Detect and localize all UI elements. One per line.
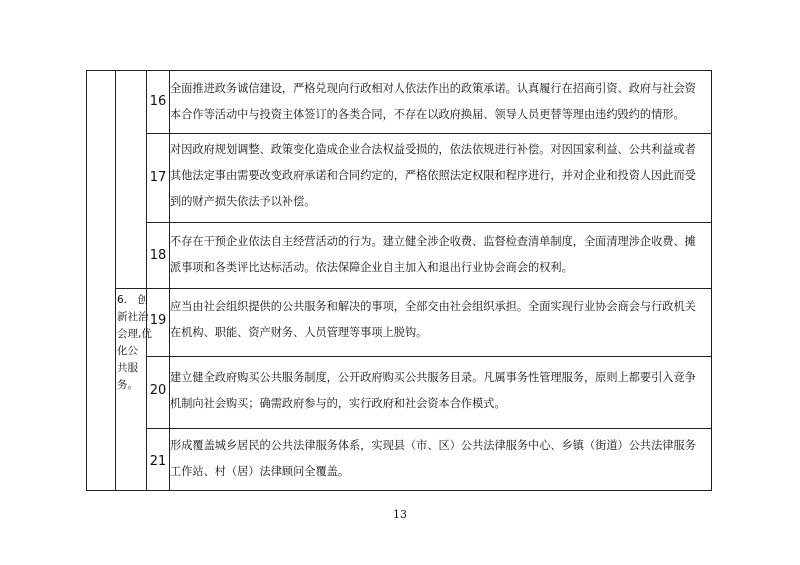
row-number: 18 xyxy=(149,248,167,263)
row-number: 21 xyxy=(149,454,167,469)
row-divider xyxy=(146,222,712,223)
row-number: 19 xyxy=(149,313,167,328)
row-content xyxy=(170,294,710,346)
row-text-line: 形成覆盖城乡居民的公共法律服务体系，实现县（市、区）公共法律服务中心、乡镇（街道）公共法律服务 xyxy=(170,439,696,452)
category-line: 会理,优 xyxy=(117,328,152,340)
row-text-line: 其他法定事由需要改变政府承诺和合同约定的，严格依照法定权限和程序进行，并对企业和投资人因此而受 xyxy=(170,169,696,182)
row-text-line: 在机构、职能、资产财务、人员管理等事项上脱钩。 xyxy=(170,326,428,339)
category-line: 务。 xyxy=(117,379,138,391)
row-divider xyxy=(146,133,712,134)
row-content xyxy=(170,365,710,417)
row-number: 20 xyxy=(149,383,167,398)
row-text-line: 对因政府规划调整、政策变化造成企业合法权益受损的，依法依规进行补偿。对因国家利益、公共利益或者 xyxy=(170,143,696,156)
category-cell xyxy=(117,292,152,394)
category-line: 化公 xyxy=(117,345,138,357)
row-text-line: 不存在干预企业依法自主经营活动的行为。建立健全涉企收费、监督检查清单制度，全面清理涉企收费、摊 xyxy=(170,235,696,248)
row-text-line: 建立健全政府购买公共服务制度，公开政府购买公共服务目录。凡属事务性管理服务，原则上都要引入竞争 xyxy=(170,371,696,384)
row-divider xyxy=(146,356,712,357)
row-text-line: 全面推进政务诚信建设，严格兑现向行政相对人依法作出的政策承诺。认真履行在招商引资、政府与社会资 xyxy=(170,82,696,95)
table-border-left xyxy=(86,70,87,491)
page-number: 13 xyxy=(393,508,407,521)
row-content xyxy=(170,76,710,128)
table-divider-column-1 xyxy=(115,70,116,491)
section-divider xyxy=(115,288,712,289)
category-line: 共服 xyxy=(117,362,138,374)
row-text-line: 本合作等活动中与投资主体签订的各类合同，不存在以政府换届、领导人员更替等理由违约毁约的情形。 xyxy=(170,108,685,121)
category-line: 6. 创 xyxy=(117,294,149,306)
row-text-line: 应当由社会组织提供的公共服务和解决的事项，全部交由社会组织承担。全面实现行业协会商会与行政机关 xyxy=(170,300,696,313)
table-border-top xyxy=(86,70,712,71)
row-text-line: 机制向社会购买；确需政府参与的，实行政府和社会资本合作模式。 xyxy=(170,397,506,410)
category-line: 新社治 xyxy=(117,311,149,323)
row-content xyxy=(170,137,710,215)
row-text-line: 派事项和各类评比达标活动。依法保障企业自主加入和退出行业协会商会的权利。 xyxy=(170,261,573,274)
row-number: 17 xyxy=(149,170,167,185)
row-content xyxy=(170,433,710,485)
row-text-line: 到的财产损失依法予以补偿。 xyxy=(170,195,316,208)
row-text-line: 工作站、村（居）法律顾问全覆盖。 xyxy=(170,465,350,478)
table-border-bottom xyxy=(86,490,712,491)
row-divider xyxy=(146,428,712,429)
row-content xyxy=(170,229,710,281)
row-number: 16 xyxy=(149,94,167,109)
